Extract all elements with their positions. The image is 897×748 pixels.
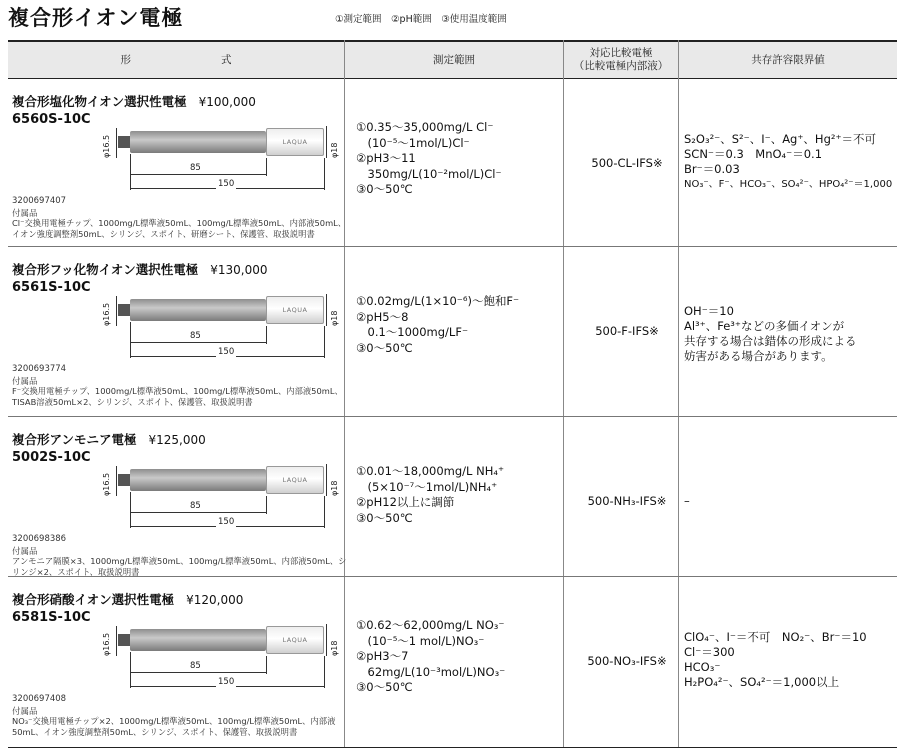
range-line: ②pH12以上に調節: [356, 495, 455, 509]
dim-85-label: 85: [190, 661, 201, 671]
dim-tick: [130, 322, 131, 358]
range-line: 350mg/L(10⁻²mol/L)Cl⁻: [356, 166, 502, 181]
tolerance-line: H₂PO₄²⁻、SO₄²⁻＝1,000以上: [684, 675, 840, 689]
page-title: 複合形イオン電極: [8, 6, 184, 30]
dim-tick: [324, 656, 325, 688]
product-name-text: 複合形アンモニア電極: [12, 432, 137, 447]
range-line: ①0.01～18,000mg/L NH₄⁺: [356, 464, 505, 478]
range-line: ②pH3～11: [356, 151, 416, 165]
tolerance-line: –: [684, 494, 690, 508]
product-name: [12, 430, 206, 448]
measurement-range: [356, 294, 519, 356]
range-line: 0.1～1000mg/LF⁻: [356, 325, 469, 339]
product-price: ¥125,000: [148, 433, 206, 447]
product-name: [12, 92, 256, 110]
measurement-range: [356, 464, 504, 526]
dim-tick: [326, 294, 327, 326]
measurement-range: [356, 618, 505, 696]
dim-diameter-label: φ16.5: [102, 302, 111, 326]
electrode-drawing: [80, 462, 350, 532]
probe-body: [130, 629, 266, 651]
dim-tick: [324, 326, 325, 358]
dim-tick: [116, 296, 117, 326]
accessories-text: Cl⁻交換用電極チップ、1000mg/L標準液50mL、100mg/L標準液50mL、内部液50mL、イオン強度調整剤50mL、シリンジ、スポイト、研磨シート、保護管、取扱説明書: [12, 218, 347, 239]
accessories-text: NO₃⁻交換用電極チップ×2、1000mg/L標準液50mL、100mg/L標準液50mL、内部液50mL、イオン強度調整剤50mL、シリンジ、スポイト、保護管、取扱説明書: [12, 716, 336, 737]
probe-cap: LAQUA: [266, 466, 324, 494]
accessories-text: F⁻交換用電極チップ、1000mg/L標準液50mL、100mg/L標準液50mL、内部液50mL、TISAB溶液50mL×2、シリンジ、スポイト、保護管、取扱説明書: [12, 386, 343, 407]
product-code: 3200693774: [12, 364, 67, 374]
header-range: 測定範囲: [345, 42, 563, 78]
tolerance-line: 共存する場合は錯体の形成による: [684, 334, 857, 348]
product-code: 3200698386: [12, 534, 67, 544]
range-line: (10⁻⁵～1mol/L)Cl⁻: [356, 135, 470, 150]
electrode-drawing: [80, 124, 350, 194]
dim-tick: [266, 158, 267, 176]
dim-150-label: 150: [218, 677, 235, 687]
tolerance-line: Br⁻＝0.03: [684, 162, 740, 176]
product-row: [8, 578, 897, 746]
product-row: [8, 418, 897, 576]
reference-electrode: 500-NH₃-IFS※: [587, 494, 667, 508]
dim-line-85: [130, 672, 266, 673]
dim-cap-diameter-label: φ18: [330, 640, 339, 656]
tolerance-line: NO₃⁻、F⁻、HCO₃⁻、SO₄²⁻、HPO₄²⁻＝1,000: [684, 179, 893, 190]
dim-tick: [116, 128, 117, 158]
dim-line-85: [130, 512, 266, 513]
tolerance-line: OH⁻＝10: [684, 304, 734, 318]
range-line: ①0.02mg/L(1×10⁻⁶)～飽和F⁻: [356, 294, 520, 308]
dim-85-label: 85: [190, 501, 201, 511]
range-line: ③0～50℃: [356, 182, 413, 196]
dim-tick: [116, 466, 117, 496]
dim-tick: [266, 656, 267, 674]
probe-body: [130, 131, 266, 153]
dim-tick: [326, 464, 327, 496]
dim-tick: [324, 158, 325, 190]
range-line: ①0.35～35,000mg/L Cl⁻: [356, 120, 494, 134]
tolerance-line: HCO₃⁻: [684, 660, 721, 674]
range-line: ①0.62～62,000mg/L NO₃⁻: [356, 618, 505, 632]
product-name: [12, 260, 268, 278]
electrode-drawing: [80, 292, 350, 362]
tolerance-line: 妨害がある場合があります。: [684, 349, 833, 363]
tolerance-line: Cl⁻＝300: [684, 645, 735, 659]
dim-150-label: 150: [218, 347, 235, 357]
tolerance-values: [684, 494, 894, 509]
tolerance-line: S₂O₃²⁻、S²⁻、I⁻、Ag⁺、Hg²⁺＝不可: [684, 132, 877, 146]
product-price: ¥100,000: [198, 95, 256, 109]
probe-body: [130, 299, 266, 321]
spec-table: [8, 40, 897, 748]
product-code: 3200697408: [12, 694, 67, 704]
dim-85-label: 85: [190, 331, 201, 341]
range-line: ②pH5～8: [356, 309, 409, 324]
range-line: ③0～50℃: [356, 510, 413, 525]
accessories-label: 付属品: [12, 377, 38, 387]
tolerance-line: ClO₄⁻、I⁻＝不可 NO₂⁻、Br⁻＝10: [684, 630, 867, 644]
measurement-range: [356, 120, 502, 198]
reference-electrode: 500-NO₃-IFS※: [587, 654, 667, 668]
model-number: 6560S-10C: [12, 112, 91, 127]
accessories-label: 付属品: [12, 707, 38, 717]
electrode-drawing: [80, 622, 350, 692]
product-name-text: 複合形フッ化物イオン選択性電極: [12, 262, 199, 277]
range-line: ②pH3～7: [356, 649, 409, 663]
product-row: [8, 248, 897, 416]
product-name-text: 複合形硝酸イオン選択性電極: [12, 592, 175, 607]
product-price: ¥120,000: [186, 593, 244, 607]
header-electrode: 対応比較電極 （比較電極内部液）: [564, 42, 678, 78]
accessories-label: 付属品: [12, 547, 38, 557]
dim-diameter-label: φ16.5: [102, 632, 111, 656]
probe-cap: LAQUA: [266, 128, 324, 156]
dim-tick: [130, 492, 131, 528]
dim-line-85: [130, 174, 266, 175]
probe-cap: LAQUA: [266, 626, 324, 654]
tolerance-line: SCN⁻＝0.3 MnO₄⁻＝0.1: [684, 147, 823, 161]
probe-tip: [118, 136, 130, 148]
model-number: 6581S-10C: [12, 610, 91, 625]
product-row: [8, 80, 897, 246]
dim-tick: [326, 126, 327, 158]
range-line: ③0～50℃: [356, 340, 413, 355]
dim-150-label: 150: [218, 179, 235, 189]
reference-electrode: 500-CL-IFS※: [591, 156, 663, 170]
accessories-text: アンモニア隔膜×3、1000mg/L標準液50mL、100mg/L標準液50mL、内部液50mL、シリンジ×2、スポイト、取扱説明書: [12, 556, 347, 577]
dim-85-label: 85: [190, 163, 201, 173]
model-number: 6561S-10C: [12, 280, 91, 295]
reference-electrode: 500-F-IFS※: [595, 324, 659, 338]
range-line: 62mg/L(10⁻³mol/L)NO₃⁻: [356, 664, 506, 679]
tolerance-values: [684, 132, 894, 192]
product-price: ¥130,000: [210, 263, 268, 277]
dim-150-label: 150: [218, 517, 235, 527]
model-number: 5002S-10C: [12, 450, 91, 465]
dim-cap-diameter-label: φ18: [330, 480, 339, 496]
range-line: (5×10⁻⁷～1mol/L)NH₄⁺: [356, 479, 498, 494]
product-name-text: 複合形塩化物イオン選択性電極: [12, 94, 187, 109]
legend-note: ①測定範囲 ②pH範囲 ③使用温度範囲: [335, 14, 507, 25]
product-code: 3200697407: [12, 196, 67, 206]
range-line: (10⁻⁵～1 mol/L)NO₃⁻: [356, 633, 485, 648]
dim-tick: [266, 496, 267, 514]
dim-line-85: [130, 342, 266, 343]
product-name: [12, 590, 243, 608]
tolerance-line: Al³⁺、Fe³⁺などの多価イオンが: [684, 319, 845, 333]
dim-tick: [116, 626, 117, 656]
probe-tip: [118, 634, 130, 646]
dim-cap-diameter-label: φ18: [330, 142, 339, 158]
dim-tick: [266, 326, 267, 344]
probe-tip: [118, 474, 130, 486]
accessories-label: 付属品: [12, 209, 38, 219]
dim-tick: [130, 154, 131, 190]
header-tolerance: 共存許容限界値: [679, 42, 897, 78]
header-form: 形 式: [8, 42, 344, 78]
probe-cap: LAQUA: [266, 296, 324, 324]
tolerance-values: [684, 630, 894, 690]
dim-tick: [324, 496, 325, 528]
range-line: ③0～50℃: [356, 680, 413, 694]
probe-body: [130, 469, 266, 491]
dim-cap-diameter-label: φ18: [330, 310, 339, 326]
dim-tick: [326, 624, 327, 656]
dim-diameter-label: φ16.5: [102, 134, 111, 158]
dim-diameter-label: φ16.5: [102, 472, 111, 496]
probe-tip: [118, 304, 130, 316]
dim-tick: [130, 652, 131, 688]
tolerance-values: [684, 304, 894, 364]
